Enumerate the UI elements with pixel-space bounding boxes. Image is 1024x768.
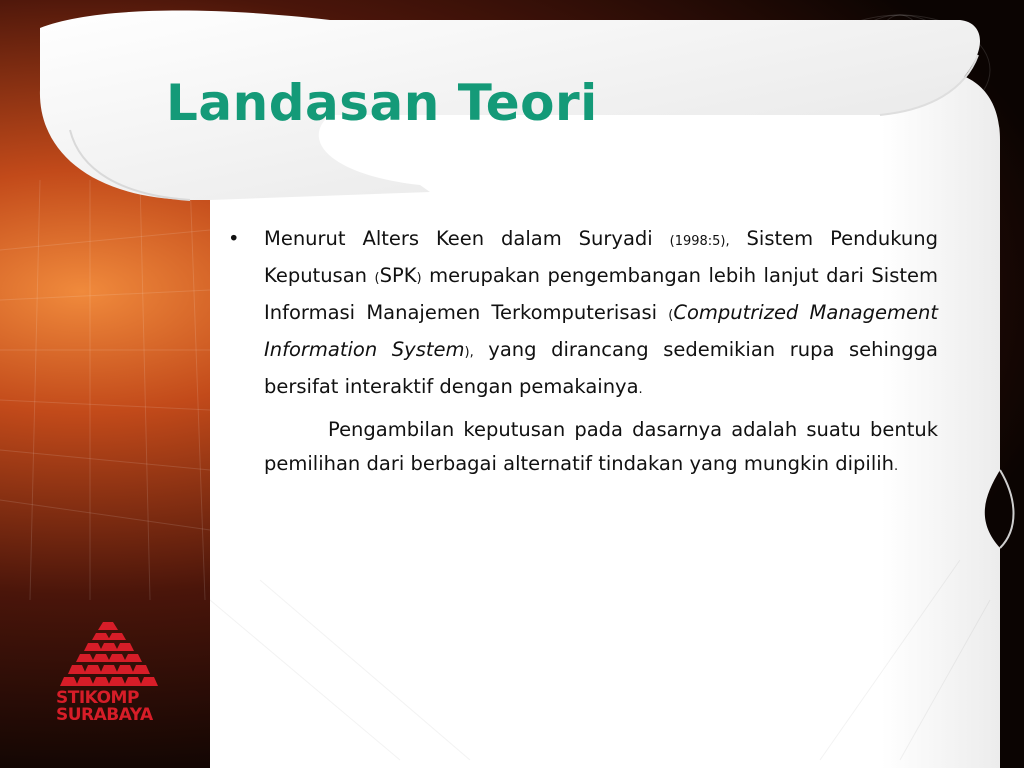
text-run: Sistem Pendukung Keputusan bbox=[264, 227, 939, 287]
text-run: yang dirancang sedemikian rupa sehingga bersifat interaktif dengan pemakainya bbox=[264, 338, 938, 398]
period: . bbox=[638, 382, 643, 397]
period: . bbox=[894, 459, 899, 474]
text-run: Menurut Alters Keen dalam Suryadi bbox=[264, 227, 670, 250]
bullet-icon: • bbox=[228, 227, 240, 250]
logo-line2: SURABAYA bbox=[56, 705, 153, 725]
slide-title: Landasan Teori bbox=[166, 74, 598, 132]
citation-year: (1998:5), bbox=[669, 234, 730, 249]
paren-close: ) bbox=[416, 271, 422, 286]
stikomp-logo bbox=[52, 620, 172, 724]
acronym-spk: SPK bbox=[379, 264, 417, 287]
bullet-paragraph bbox=[228, 222, 938, 407]
stikomp-logo-icon bbox=[58, 620, 158, 690]
paren-open: ( bbox=[668, 308, 674, 323]
logo-line1: STIKOMP bbox=[56, 688, 139, 708]
body-paragraph bbox=[228, 413, 938, 484]
slide-body bbox=[228, 222, 938, 484]
paren-open: ( bbox=[374, 271, 380, 286]
text-run: Pengambilan keputusan pada dasarnya adalah suatu bentuk pemilihan dari berbagai alternatif tindakan yang mungkin dipilih bbox=[264, 418, 938, 475]
text-run: merupakan pengembangan lebih lanjut dari Sistem Informasi Manajemen Terkomputerisasi bbox=[264, 264, 938, 324]
english-term: Computrized Management Information System bbox=[264, 301, 938, 361]
paren-close: ), bbox=[464, 345, 474, 360]
